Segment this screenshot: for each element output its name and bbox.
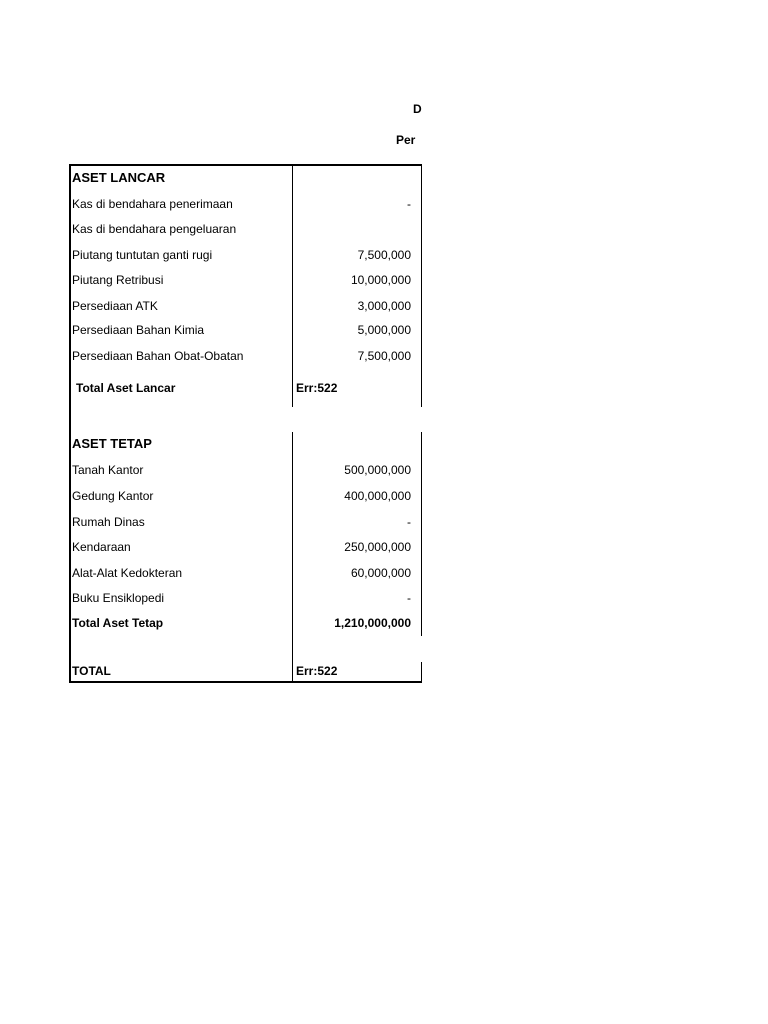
table-row-value: - (407, 197, 411, 211)
column-divider-1 (292, 164, 293, 407)
table-bottom-border (69, 681, 422, 683)
report-title-fragment: D (413, 102, 422, 116)
table-row-label: Rumah Dinas (72, 515, 145, 529)
total-aset-lancar-value: Err:522 (296, 381, 338, 395)
section-title-aset-lancar: ASET LANCAR (72, 170, 166, 185)
table-row-label: Piutang Retribusi (72, 273, 164, 287)
table-row-value: - (407, 515, 411, 529)
table-row-value: 7,500,000 (357, 349, 411, 363)
balance-sheet-table (69, 164, 422, 683)
table-row-label: Piutang tuntutan ganti rugi (72, 248, 213, 262)
table-row-label: Persediaan Bahan Kimia (72, 323, 205, 337)
table-row-label: Persediaan Bahan Obat-Obatan (72, 349, 244, 363)
total-aset-tetap-label: Total Aset Tetap (72, 616, 164, 630)
table-row-label: Tanah Kantor (72, 463, 144, 477)
table-left-border (69, 164, 71, 683)
table-row-label: Buku Ensiklopedi (72, 591, 165, 605)
column-right-edge-3 (421, 662, 422, 683)
table-row-label: Kas di bendahara pengeluaran (72, 222, 237, 236)
section-title-aset-tetap: ASET TETAP (72, 436, 152, 451)
table-row-value: 5,000,000 (357, 323, 411, 337)
table-row-value: 60,000,000 (350, 566, 411, 580)
table-row-value: 400,000,000 (344, 489, 411, 503)
table-row-label: Kas di bendahara penerimaan (72, 197, 233, 211)
column-right-edge-2 (421, 432, 422, 636)
report-subtitle-fragment: Per (396, 133, 416, 147)
table-row-label: Persediaan ATK (72, 299, 158, 313)
table-row-value: - (407, 591, 411, 605)
grand-total-value: Err:522 (296, 664, 338, 678)
table-top-border (69, 164, 422, 166)
table-row-value: 250,000,000 (344, 540, 411, 554)
grand-total-label: TOTAL (72, 664, 111, 678)
table-row-label: Alat-Alat Kedokteran (72, 566, 183, 580)
table-row-value: 10,000,000 (350, 273, 411, 287)
table-row-label: Gedung Kantor (72, 489, 154, 503)
table-row-value: 3,000,000 (357, 299, 411, 313)
table-row-value: 500,000,000 (344, 463, 411, 477)
table-row-value: 7,500,000 (357, 248, 411, 262)
table-row-label: Kendaraan (72, 540, 131, 554)
column-divider-1b (292, 432, 293, 683)
total-aset-tetap-value: 1,210,000,000 (334, 616, 411, 630)
total-aset-lancar-label: Total Aset Lancar (76, 381, 176, 395)
column-right-edge-1 (421, 164, 422, 407)
